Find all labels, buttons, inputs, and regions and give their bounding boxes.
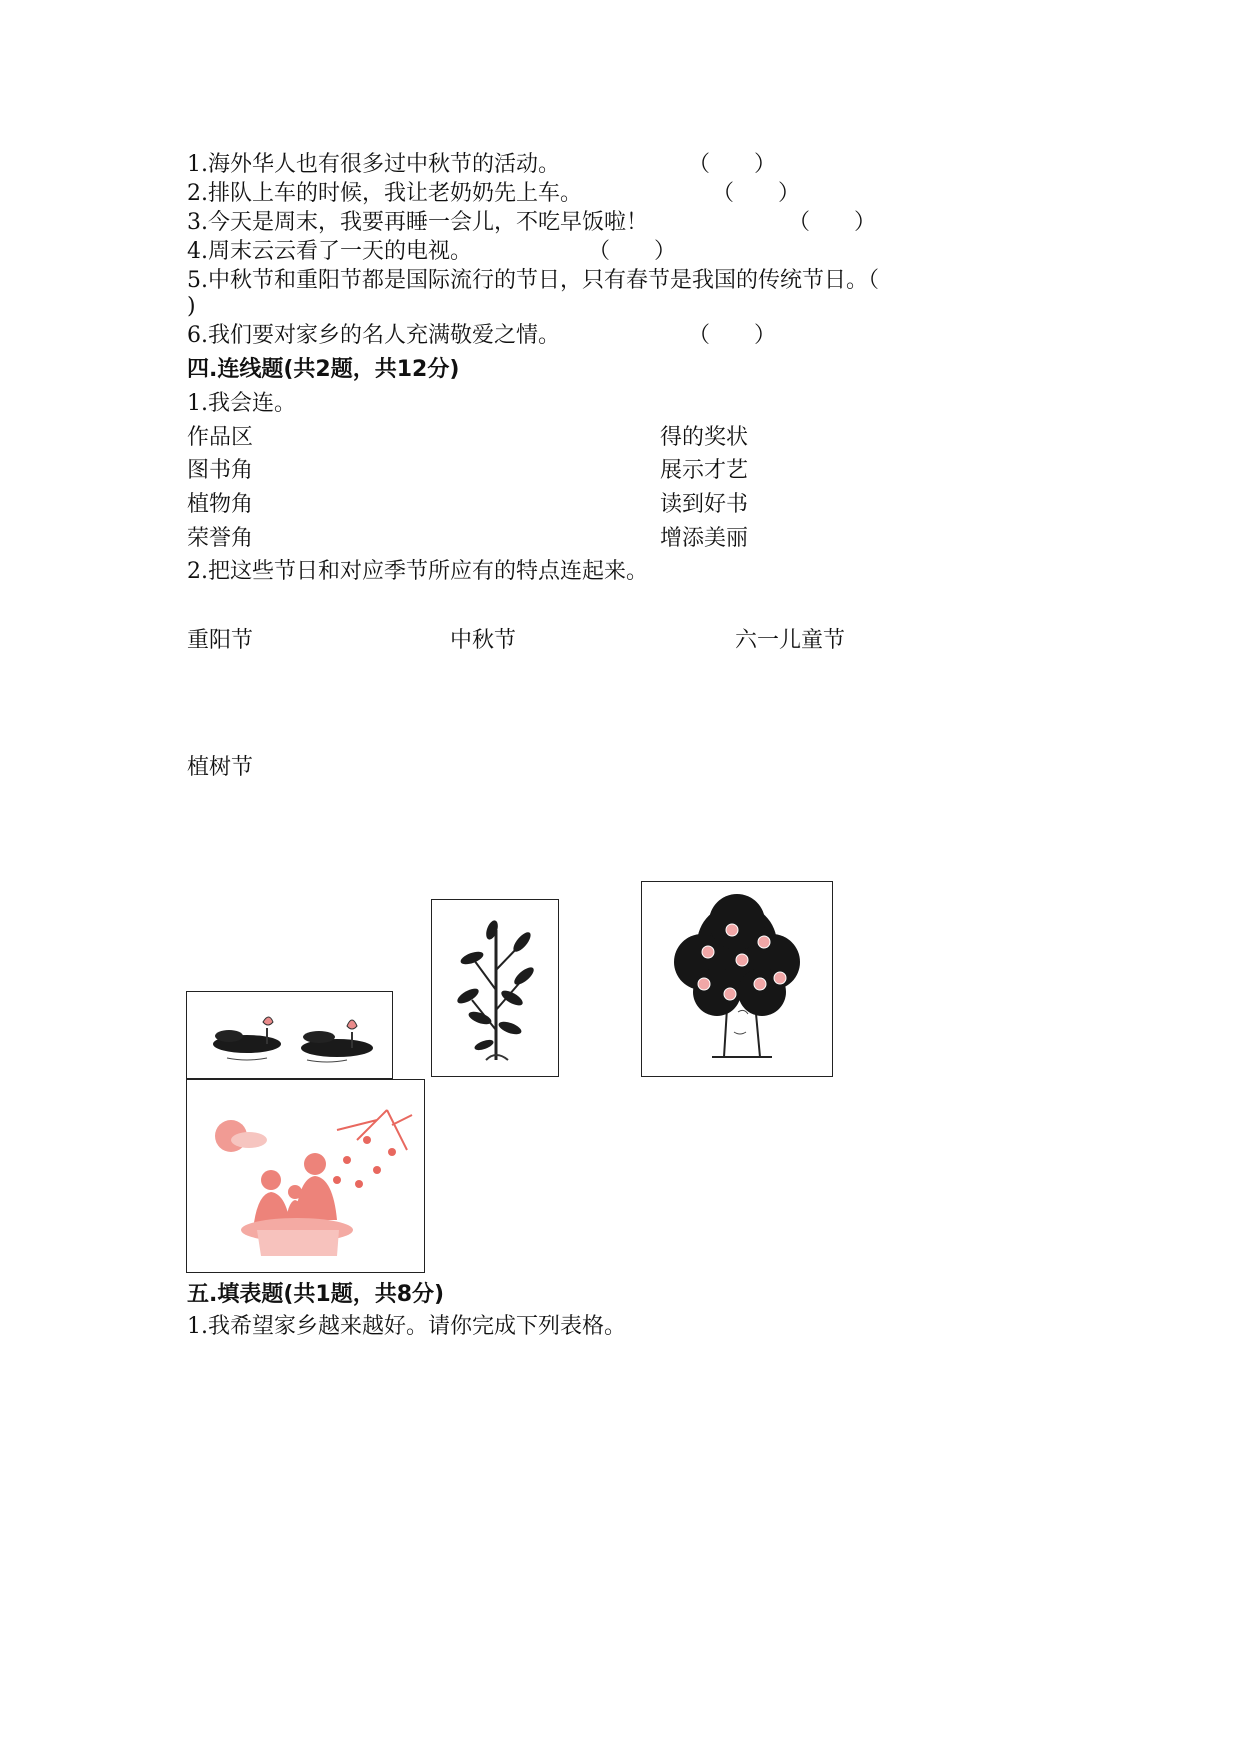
- right-item-1[interactable]: 得的奖状: [660, 425, 749, 450]
- festival-chongyang[interactable]: 重阳节: [187, 628, 254, 653]
- festival-arbor-day[interactable]: 植树节: [187, 755, 254, 780]
- answer-bracket-2[interactable]: （ ）: [712, 181, 801, 206]
- family-moon-picture[interactable]: [186, 1079, 425, 1273]
- right-item-3[interactable]: 读到好书: [660, 492, 749, 517]
- left-item-1[interactable]: 作品区: [187, 425, 254, 450]
- judge-item-5-close: ): [187, 294, 196, 319]
- right-item-2[interactable]: 展示才艺: [660, 458, 749, 483]
- festival-childrens-day[interactable]: 六一儿童节: [735, 628, 846, 653]
- answer-bracket-3[interactable]: （ ）: [788, 210, 877, 235]
- q2-prompt: 2.把这些节日和对应季节所应有的特点连起来。: [187, 559, 648, 584]
- family-moon-scene-icon: [187, 1080, 424, 1272]
- left-item-3[interactable]: 植物角: [187, 492, 254, 517]
- judge-item-6: 6.我们要对家乡的名人充满敬爱之情。: [187, 323, 560, 348]
- festival-zhongqiu[interactable]: 中秋节: [450, 628, 517, 653]
- table-prompt: 1.我希望家乡越来越好。请你完成下列表格。: [187, 1314, 626, 1339]
- left-item-4[interactable]: 荣誉角: [187, 526, 254, 551]
- section-5-heading: 五.填表题(共1题，共8分): [187, 1282, 445, 1307]
- right-item-4[interactable]: 增添美丽: [660, 526, 749, 551]
- judge-item-5: 5.中秋节和重阳节都是国际流行的节日，只有春节是我国的传统节日。（: [187, 268, 879, 293]
- sapling-picture[interactable]: [431, 899, 559, 1077]
- judge-item-3: 3.今天是周末，我要再睡一会儿，不吃早饭啦！: [187, 210, 648, 235]
- section-4-heading: 四.连线题(共2题，共12分): [187, 357, 460, 382]
- answer-bracket-6[interactable]: （ ）: [688, 323, 777, 348]
- judge-item-1: 1.海外华人也有很多过中秋节的活动。: [187, 152, 560, 177]
- sapling-icon: [432, 900, 558, 1076]
- fruit-tree-icon: [642, 882, 832, 1076]
- judge-item-4: 4.周末云云看了一天的电视。: [187, 239, 472, 264]
- fruit-tree-picture[interactable]: [641, 881, 833, 1077]
- judge-item-2: 2.排队上车的时候，我让老奶奶先上车。: [187, 181, 582, 206]
- lotus-pond-icon: [187, 992, 392, 1078]
- answer-bracket-1[interactable]: （ ）: [688, 152, 777, 177]
- left-item-2[interactable]: 图书角: [187, 458, 254, 483]
- answer-bracket-4[interactable]: （ ）: [588, 239, 677, 264]
- lotus-picture[interactable]: [186, 991, 393, 1079]
- q1-prompt: 1.我会连。: [187, 391, 296, 416]
